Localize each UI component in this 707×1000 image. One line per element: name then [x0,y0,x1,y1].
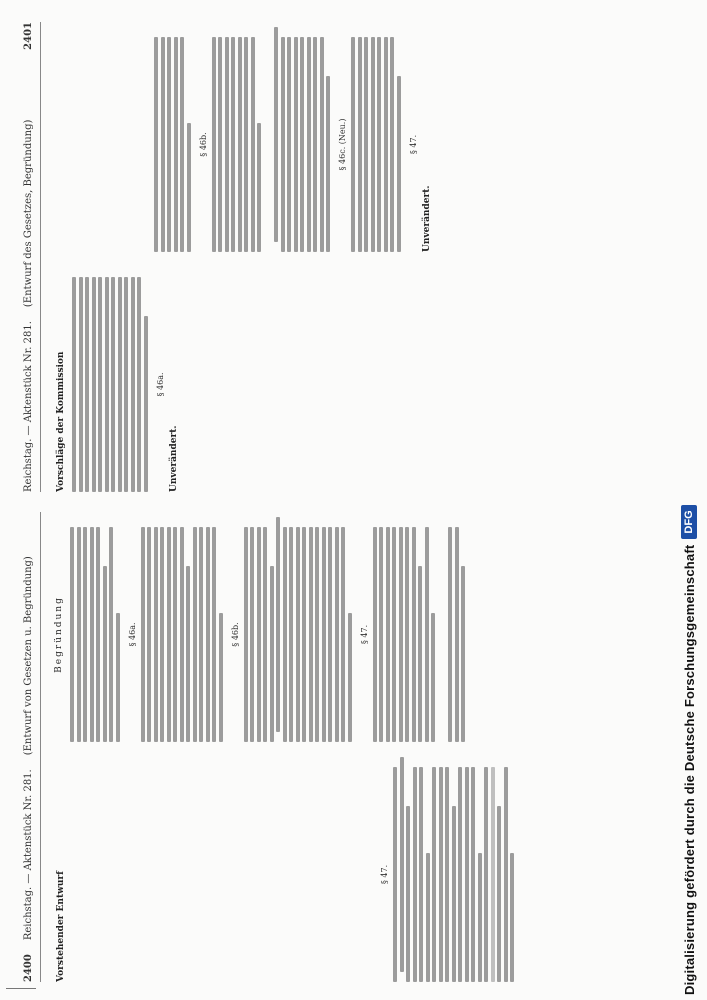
left-col-a-heading: Vorstehender Entwurf [56,870,66,982]
scan-area [14,22,666,982]
right-column-b [54,37,438,252]
right-col-a-heading: Vorschläge der Kommission [56,351,66,492]
banner-text: Digitalisierung gefördert durch die Deutsche Forschungsgemeinschaft [681,544,697,995]
right-column-a [54,277,185,492]
left-header-center: Reichstag. — Aktenstück Nr. 281. [22,769,34,941]
left-col-b-text-intro [70,527,120,742]
scan-mark [6,988,36,989]
right-col-b-section-2: § 46c. (Neu.) [338,118,347,171]
right-col-b-text-2 [212,37,331,252]
left-col-b-section-1: § 46a. [127,622,137,647]
right-header-center: Reichstag. — Aktenstück Nr. 281. [22,321,34,492]
right-col-b-section-1: § 46b. [198,132,208,157]
right-running-head [20,22,36,492]
left-col-b-text-2 [244,527,352,742]
right-col-a-text-1 [72,277,148,492]
right-page-number: 2401 [22,22,34,50]
right-header-rule [40,22,41,492]
digitization-banner [672,2,706,998]
left-header-right: (Entwurf von Gesetzen u. Begründung) [22,556,34,756]
right-col-b-section-3: § 47. [408,134,418,155]
rotated-spread [14,22,666,982]
right-col-a-subheading: Unverändert. [168,425,179,492]
left-running-head [20,512,36,982]
right-page [14,22,666,492]
left-column-b [54,527,465,742]
left-page-number: 2400 [22,954,34,982]
left-col-a-text-block [393,767,514,982]
dfg-logo-badge: DFG [681,505,697,538]
left-col-b-heading: Begründung [54,596,64,673]
right-col-b-text-1 [154,37,191,252]
right-col-b-text-3 [351,37,401,252]
right-header-right: (Entwurf des Gesetzes, Begründung) [22,119,34,308]
right-col-b-note: Unverändert. [421,185,432,252]
left-col-b-text-3 [373,527,466,742]
right-col-a-section-1: § 46a. [155,372,165,397]
left-col-a-section: § 47. [380,864,389,885]
left-page [14,512,666,982]
left-col-b-section-3: § 47. [359,624,369,645]
left-col-b-section-2: § 46b. [230,622,240,647]
left-col-b-text-1 [141,527,223,742]
left-column-a [54,767,514,982]
left-header-rule [40,512,41,982]
